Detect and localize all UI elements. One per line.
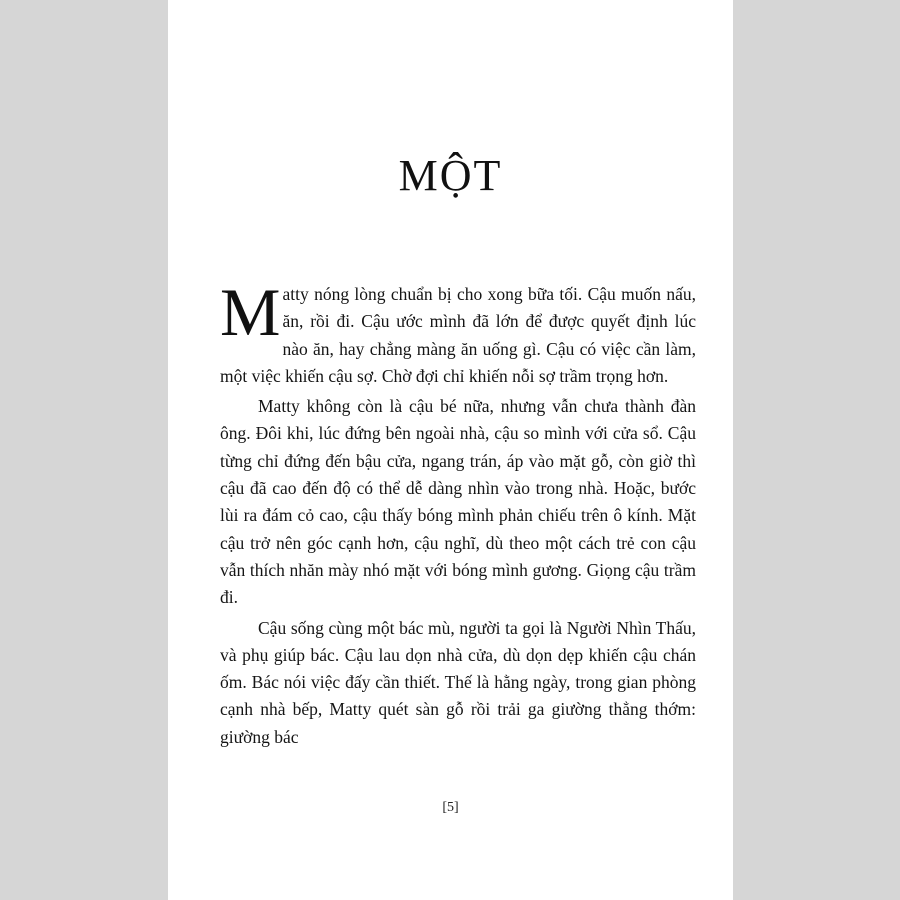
chapter-body: [220, 274, 696, 754]
book-page: [168, 0, 733, 900]
chapter-title: MỘT: [398, 151, 503, 200]
paragraph-1: [220, 274, 696, 390]
paragraph-1-text: atty nóng lòng chuẩn bị cho xong bữa tối. Cậu muốn nấu, ăn, rồi đi. Cậu ước mình đã lớn để được quyết định lúc nào ăn, hay chẳng màng ăn uống gì. Cậu có việc cần làm, một việc khiến cậu sợ. Chờ đợi chỉ khiến nỗi sợ trầm trọng hơn.: [220, 284, 696, 386]
page-number: [5]: [442, 800, 459, 815]
paragraph-3: Cậu sống cùng một bác mù, người ta gọi là Người Nhìn Thấu, và phụ giúp bác. Cậu lau dọn nhà cửa, dù dọn dẹp khiến cậu chán ốm. Bác nói việc đấy cần thiết. Thế là hằng ngày, trong gian phòng cạnh nhà bếp, Matty quét sàn gỗ rồi trải ga giường thẳng thớm: giường bác: [220, 617, 696, 747]
drop-cap: M: [220, 274, 281, 350]
paragraph-2: Matty không còn là cậu bé nữa, nhưng vẫn chưa thành đàn ông. Đôi khi, lúc đứng bên ngoài nhà, cậu so mình với cửa sổ. Cậu từng chỉ đứng đến bậu cửa, ngang trán, áp vào mặt gỗ, còn giờ thì cậu đã cao đến độ có thể dễ dàng nhìn vào trong nhà. Hoặc, bước lùi ra đám cỏ cao, cậu thấy bóng mình phản chiếu trên ô kính. Mặt cậu trở nên góc cạnh hơn, cậu nghĩ, dù theo một cách trẻ con cậu vẫn thích nhăn mày nhó mặt với bóng mình gương. Giọng cậu trầm đi.: [220, 396, 696, 608]
